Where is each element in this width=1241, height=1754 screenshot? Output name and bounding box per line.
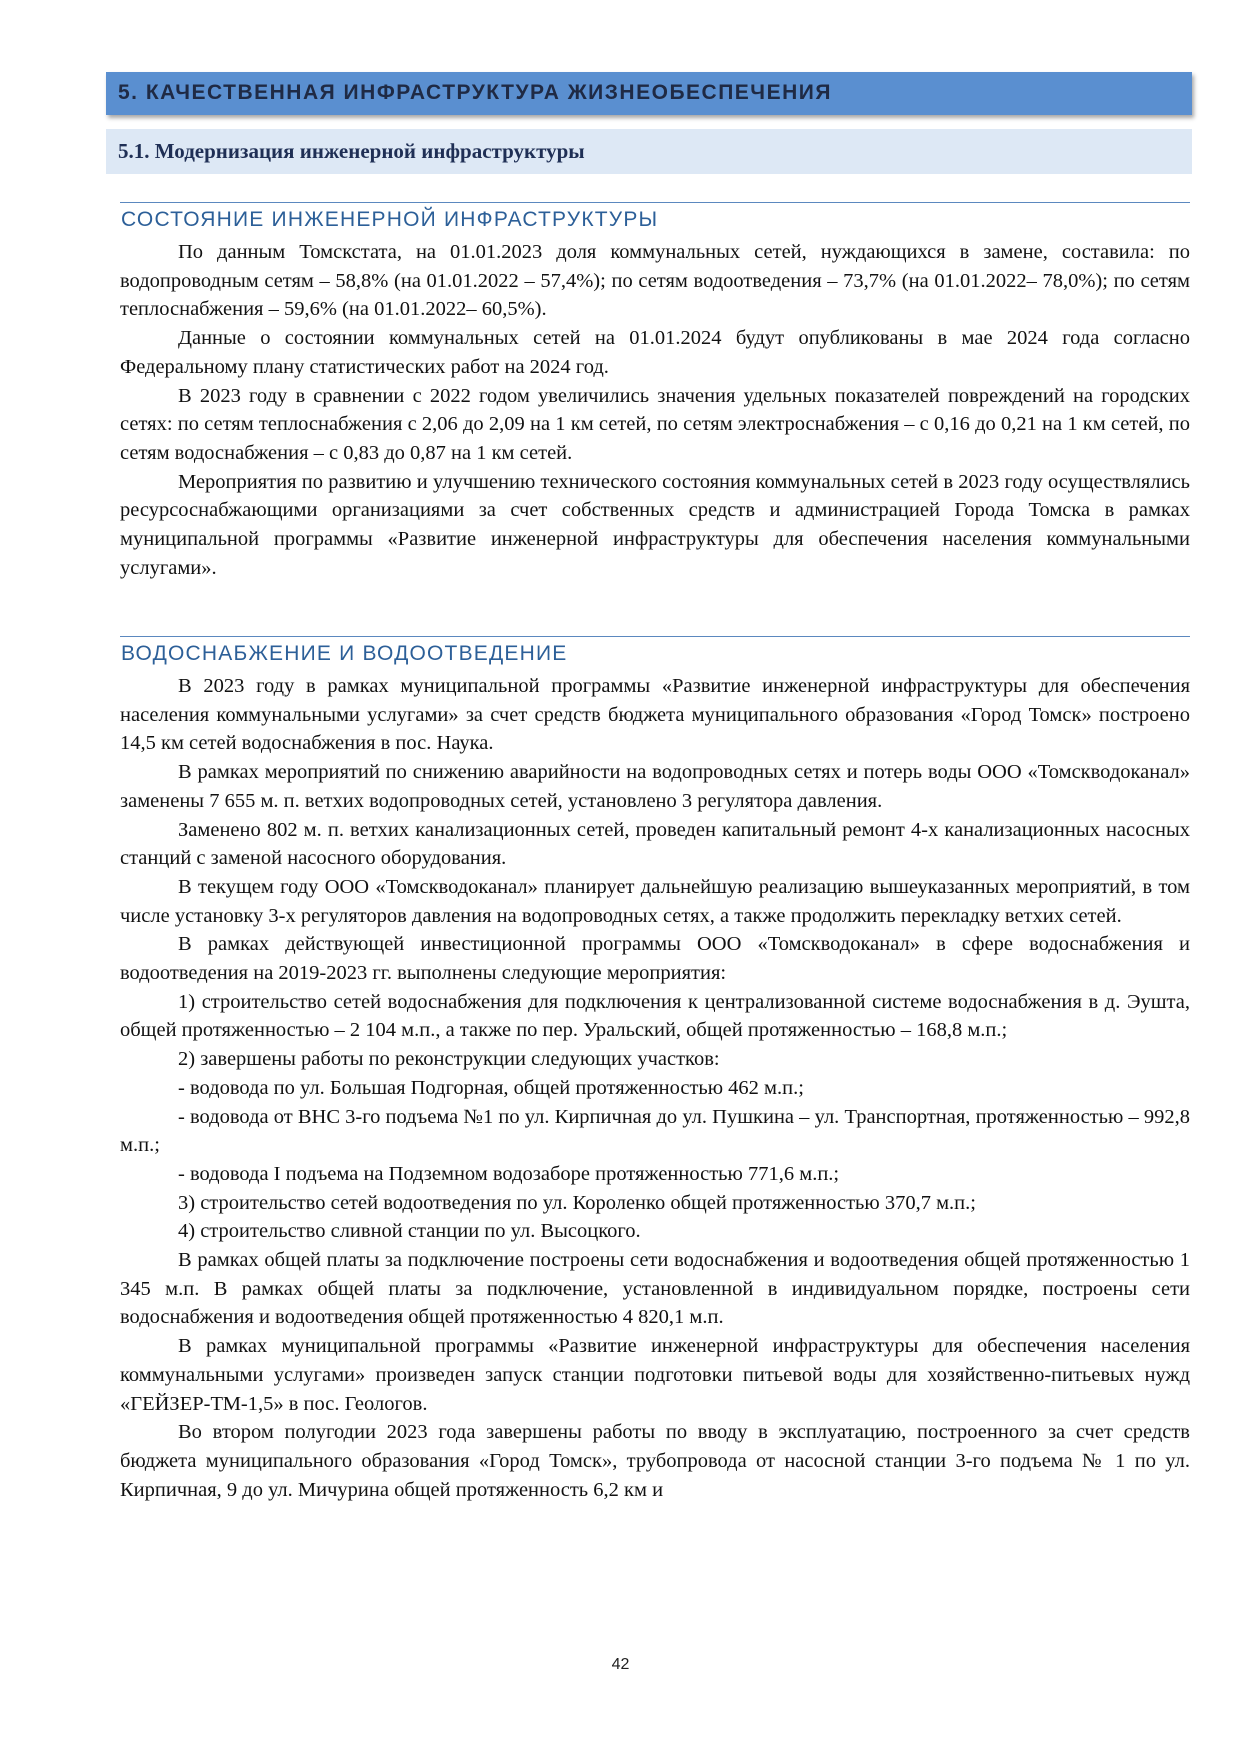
list-item: 3) строительство сетей водоотведения по ул. Короленко общей протяженностью 370,7 м.п.;	[178, 1191, 976, 1214]
chapter-banner	[106, 72, 1192, 115]
paragraph: В рамках мероприятий по снижению аварийности на водопроводных сетях и потерь воды ООО «Томскводоканал» заменены 7 655 м. п. ветхих водопроводных сетей, установлено 3 регулятора давления.	[120, 761, 1190, 812]
paragraph: Заменено 802 м. п. ветхих канализационных сетей, проведен капитальный ремонт 4-х канализационных насосных станций с заменой насосного оборудования.	[120, 818, 1190, 870]
section-banner	[106, 129, 1192, 174]
chapter-title: 5. КАЧЕСТВЕННАЯ ИНФРАСТРУКТУРА ЖИЗНЕОБЕСПЕЧЕНИЯ	[118, 81, 832, 104]
list-item: 2) завершены работы по реконструкции следующих участков:	[178, 1048, 720, 1071]
section-divider	[120, 202, 1190, 203]
subsection-heading: ВОДОСНАБЖЕНИЕ И ВОДООТВЕДЕНИЕ	[121, 642, 568, 665]
paragraph: Данные о состоянии коммунальных сетей на 01.01.2024 будут опубликованы в мае 2024 года согласно Федеральному плану статистических работ на 2024 год.	[120, 327, 1190, 378]
paragraph: В 2023 году в рамках муниципальной программы «Развитие инженерной инфраструктуры для обеспечения населения коммунальными услугами» за счет средств бюджета муниципального образования «Город Томск» построено 14,5 км сетей водоснабжения в пос. Наука.	[120, 675, 1190, 755]
list-item: 1) строительство сетей водоснабжения для подключения к централизованной системе водоснабжения в д. Эушта, общей протяженностью – 2 104 м.п., а также по пер. Уральский, общей протяженностью – 168,8 м.п.;	[120, 990, 1190, 1042]
text-block	[120, 672, 1190, 1504]
list-item: 4) строительство сливной станции по ул. Высоцкого.	[178, 1220, 641, 1243]
paragraph: Мероприятия по развитию и улучшению технического состояния коммунальных сетей в 2023 году осуществлялись ресурсоснабжающими организациями за счет собственных средств и администрацией Города Томска в рамках муниципальной программы «Развитие инженерной инфраструктуры для обеспечения населения коммунальными услугами».	[120, 470, 1190, 579]
paragraph: В рамках общей платы за подключение построены сети водоснабжения и водоотведения общей протяженностью 1 345 м.п. В рамках общей платы за подключение, установленной в индивидуальном порядке, построены сети водоснабжения и водоотведения общей протяженностью 4 820,1 м.п.	[120, 1249, 1190, 1329]
paragraph: По данным Томскстата, на 01.01.2023 доля коммунальных сетей, нуждающихся в замене, составила: по водопроводным сетям – 58,8% (на 01.01.2022 – 57,4%); по сетям водоотведения – 73,7% (на 01.01.2022– 78,0%); по сетям теплоснабжения – 59,6% (на 01.01.2022– 60,5%).	[120, 241, 1190, 321]
paragraph: В рамках действующей инвестиционной программы ООО «Томскводоканал» в сфере водоснабжения и водоотведения на 2019-2023 гг. выполнены следующие мероприятия:	[120, 933, 1190, 985]
text-block	[120, 238, 1190, 582]
list-item: - водовода от ВНС 3-го подъема №1 по ул. Кирпичная до ул. Пушкина – ул. Транспортная, протяженностью – 992,8 м.п.;	[120, 1105, 1190, 1157]
page-number: 42	[611, 1656, 630, 1673]
list-item: - водовода по ул. Большая Подгорная, общей протяженностью 462 м.п.;	[178, 1076, 804, 1099]
paragraph: В текущем году ООО «Томскводоканал» планирует дальнейшую реализацию вышеуказанных мероприятий, в том числе установку 3-х регуляторов давления на водопроводных сетях, а также продолжить перекладку ветхих сетей.	[120, 875, 1190, 927]
section-title: 5.1. Модернизация инженерной инфраструктуры	[118, 139, 585, 163]
list-item: - водовода I подъема на Подземном водозаборе протяженностью 771,6 м.п.;	[178, 1162, 840, 1185]
section-divider	[120, 636, 1190, 637]
paragraph: В 2023 году в сравнении с 2022 годом увеличились значения удельных показателей повреждений на городских сетях: по сетям теплоснабжения с 2,06 до 2,09 на 1 км сетей, по сетям электроснабжения – с 0,16 до 0,21 на 1 км сетей, по сетям водоснабжения – с 0,83 до 0,87 на 1 км сетей.	[120, 384, 1190, 464]
paragraph: Во втором полугодии 2023 года завершены работы по вводу в эксплуатацию, построенного за счет средств бюджета муниципального образования «Город Томск», трубопровода от насосной станции 3-го подъема № 1 по ул. Кирпичная, 9 до ул. Мичурина общей протяженность 6,2 км и	[120, 1421, 1190, 1501]
paragraph: В рамках муниципальной программы «Развитие инженерной инфраструктуры для обеспечения населения коммунальными услугами» произведен запуск станции подготовки питьевой воды для хозяйственно-питьевых нужд «ГЕЙЗЕР-ТМ-1,5» в пос. Геологов.	[120, 1335, 1190, 1415]
subsection-heading: СОСТОЯНИЕ ИНЖЕНЕРНОЙ ИНФРАСТРУКТУРЫ	[121, 208, 659, 231]
